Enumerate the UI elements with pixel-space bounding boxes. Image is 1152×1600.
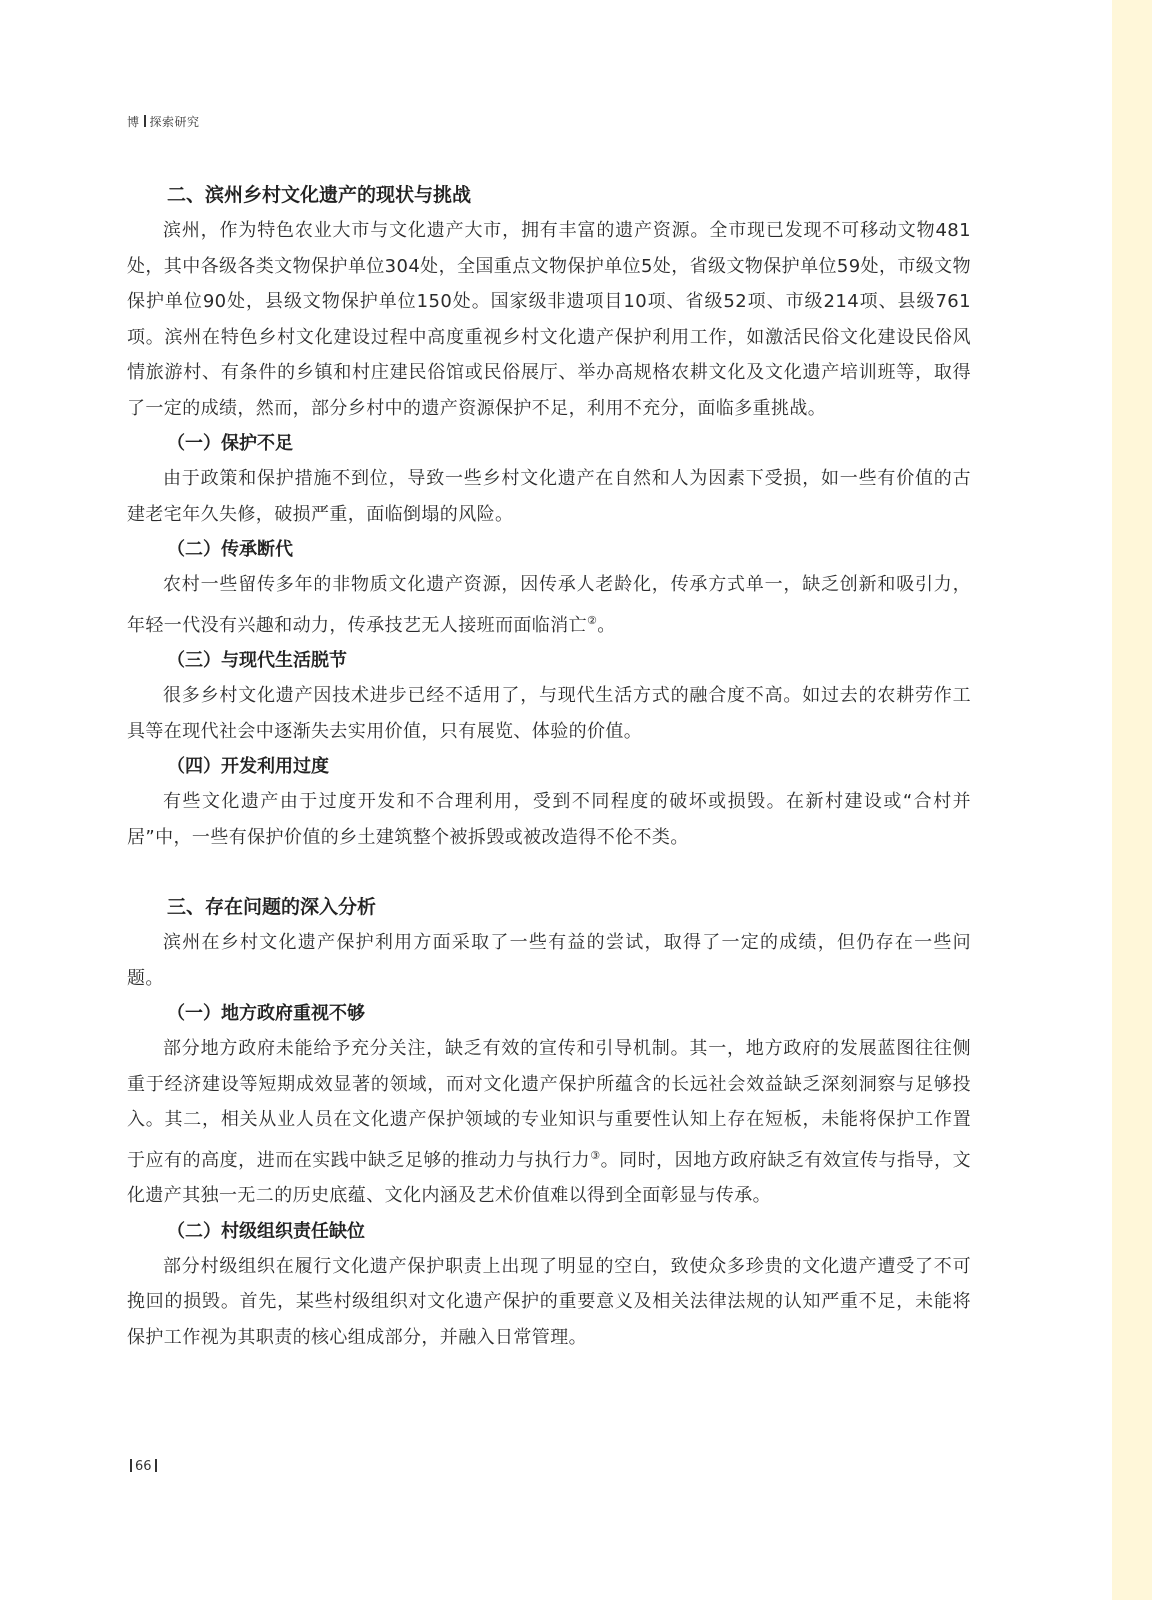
subsection-2-2-text: 农村一些留传多年的非物质文化遗产资源，因传承人老龄化，传承方式单一，缺乏创新和吸引力，年轻一代没有兴趣和动力，传承技艺无人接班而面临消亡: [127, 574, 971, 636]
running-header: [127, 113, 200, 130]
page-number-value: 66: [135, 1459, 152, 1474]
footnote-ref-3: ③: [590, 1148, 601, 1162]
subsection-3-2-heading: （二）村级组织责任缺位: [167, 1220, 365, 1242]
subsection-3-1-heading: （一）地方政府重视不够: [167, 1003, 365, 1024]
subsection-3-2-text: 部分村级组织在履行文化遗产保护职责上出现了明显的空白，致使众多珍贵的文化遗产遭受了不可挽回的损毁。首先，某些村级组织对文化遗产保护的重要意义及相关法律法规的认知严重不足，未能将保护工作视为其职责的核心组成部分，并融入日常管理。: [127, 1255, 971, 1348]
journal-name: 博: [127, 115, 140, 129]
page-number: [127, 1459, 160, 1474]
subsection-2-2-end: 。: [597, 614, 616, 636]
folio-bar-right: [155, 1459, 157, 1472]
subsection-2-1-heading: （一）保护不足: [167, 433, 293, 454]
section-name: 探索研究: [149, 115, 200, 129]
header-divider: [144, 115, 146, 127]
section-2-heading: 二、滨州乡村文化遗产的现状与挑战: [167, 184, 472, 206]
section-spacer: [127, 855, 971, 890]
footnote-ref-2: ②: [587, 613, 598, 627]
subsection-2-4-text: 有些文化遗产由于过度开发和不合理利用，受到不同程度的破坏或损毁。在新村建设或“合村并居”中，一些有保护价值的乡土建筑整个被拆毁或被改造得不伦不类。: [127, 791, 971, 848]
subsection-2-4-heading: （四）开发利用过度: [167, 756, 329, 777]
subsection-2-2-heading: （二）传承断代: [167, 539, 293, 560]
section-3-heading: 三、存在问题的深入分析: [167, 896, 377, 918]
section-3-intro: 滨州在乡村文化遗产保护利用方面采取了一些有益的尝试，取得了一定的成绩，但仍存在一些问题。: [127, 932, 971, 989]
subsection-2-3-text: 很多乡村文化遗产因技术进步已经不适用了，与现代生活方式的融合度不高。如过去的农耕劳作工具等在现代社会中逐渐失去实用价值，只有展览、体验的价值。: [127, 685, 971, 742]
subsection-3-1-text-b: 。同时，因地方政府缺乏有效宣传与指导，文化遗产其独一无二的历史底蕴、文化内涵及艺术价值难以得到全面彰显与传承。: [127, 1149, 971, 1206]
subsection-3-1-paragraph: [127, 1031, 971, 1214]
subsection-2-3-heading: （三）与现代生活脱节: [167, 650, 347, 671]
section-2-intro: 滨州，作为特色农业大市与文化遗产大市，拥有丰富的遗产资源。全市现已发现不可移动文物481处，其中各级各类文物保护单位304处，全国重点文物保护单位5处，省级文物保护单位59处，市级文物保护单位90处，县级文物保护单位150处。国家级非遗项目10项、省级52项、市级214项、县级761项。滨州在特色乡村文化建设过程中高度重视乡村文化遗产保护利用工作，如激活民俗文化建设民俗风情旅游村、有条件的乡镇和村庄建民俗馆或民俗展厅、举办高规格农耕文化及文化遗产培训班等，取得了一定的成绩，然而，部分乡村中的遗产资源保护不足，利用不充分，面临多重挑战。: [127, 220, 971, 419]
article-body: [127, 178, 971, 1355]
subsection-3-1-text-a: 部分地方政府未能给予充分关注，缺乏有效的宣传和引导机制。其一，地方政府的发展蓝图往往侧重于经济建设等短期成效显著的领域，而对文化遗产保护所蕴含的长远社会效益缺乏深刻洞察与足够投入。其二，相关从业人员在文化遗产保护领域的专业知识与重要性认知上存在短板，未能将保护工作置于应有的高度，进而在实践中缺乏足够的推动力与执行力: [127, 1038, 971, 1171]
subsection-2-2-paragraph: [127, 567, 971, 643]
folio-bar-left: [130, 1459, 132, 1472]
subsection-2-1-text: 由于政策和保护措施不到位，导致一些乡村文化遗产在自然和人为因素下受损，如一些有价值的古建老宅年久失修，破损严重，面临倒塌的风险。: [127, 468, 971, 525]
page-edge-strip: [1112, 0, 1152, 1600]
